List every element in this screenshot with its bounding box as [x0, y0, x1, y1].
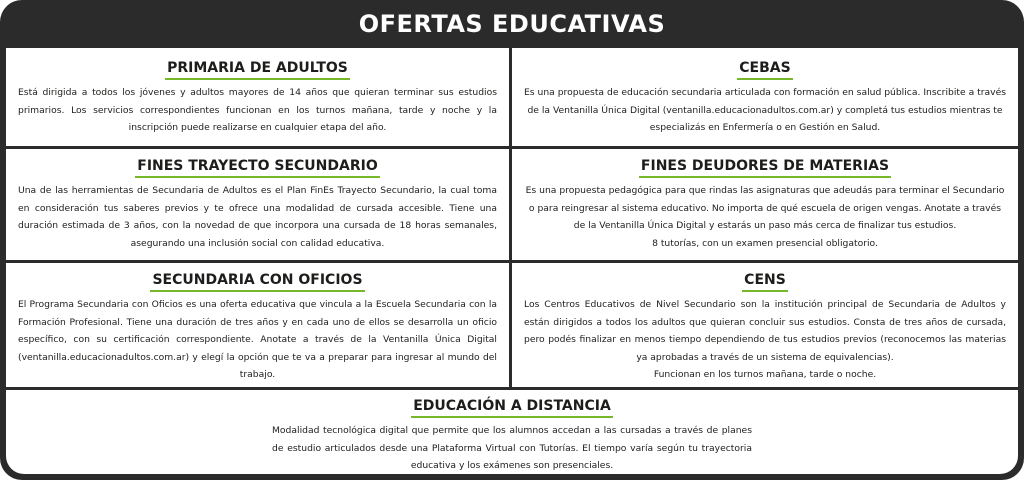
offer-title: EDUCACIÓN A DISTANCIA	[411, 398, 613, 418]
offer-secundaria-oficios	[6, 263, 509, 387]
offer-cens	[512, 263, 1018, 387]
header-banner	[0, 0, 1024, 48]
offer-description: Es una propuesta pedagógica para que rindas las asignaturas que adeudás para terminar el Secundario o para reingresar al sistema educativo. No importa de qué escuela de origen vengas. Anotate a través de la Ventanilla Única Digital y estarás un paso más cerca de finalizar tus estudios.	[525, 185, 1005, 231]
offer-title: PRIMARIA DE ADULTOS	[165, 60, 350, 80]
offer-description: Es una propuesta de educación secundaria articulada con formación en salud pública. Inscribite a través de la Ventanilla Única Digital (ventanilla.educacionadultos.com.ar) y completá tus estudios mientras te especializás en Enfermería o en Gestión en Salud.	[524, 87, 1007, 133]
offer-title: SECUNDARIA CON OFICIOS	[150, 272, 364, 292]
offer-description: Los Centros Educativos de Nivel Secundario son la institución principal de Secundaria de Adultos y están dirigidos a todos los adultos que quieran concluir sus estudios. Consta de tres años de cursada, pero podés finalizar en menos tiempo dependiendo de tus estudios previos (reconocemos las materias ya aprobadas a través de un sistema de equivalencias).	[524, 299, 1006, 363]
offer-description: Modalidad tecnológica digital que permite que los alumnos accedan a las cursadas a través de planes de estudio articulados desde una Plataforma Virtual con Tutorías. El tiempo varía según tu trayectoria educativa y los exámenes son presenciales.	[272, 425, 752, 471]
offer-primaria-adultos	[6, 48, 509, 146]
page-title: OFERTAS EDUCATIVAS	[358, 10, 666, 38]
offer-title: FINES TRAYECTO SECUNDARIO	[135, 158, 380, 178]
offer-note: 8 tutorías, con un examen presencial obligatorio.	[652, 237, 878, 249]
offer-title: CENS	[742, 272, 788, 292]
offers-grid	[6, 48, 1018, 474]
offer-description: El Programa Secundaria con Oficios es una oferta educativa que vincula a la Escuela Secundaria con la Formación Profesional. Tiene una duración de tres años y en cada uno de ellos se desarrolla un oficio específico, con su certificación correspondiente. Anotate a través de la Ventanilla Única Digital (ventanilla.educacionadultos.com.ar) y elegí la opción que te va a preparar para ingresar al mundo del trabajo.	[18, 299, 497, 380]
offer-description: Una de las herramientas de Secundaria de Adultos es el Plan FinEs Trayecto Secundario, la cual toma en consideración tus saberes previos y te ofrece una modalidad de cursada accesible. Tiene una duración estimada de 3 años, con la novedad de que incorpora una cursada de 18 horas semanales, asegurando una inclusión social con calidad educativa.	[18, 185, 497, 249]
offer-educacion-distancia	[6, 390, 1018, 474]
offer-title: FINES DEUDORES DE MATERIAS	[639, 158, 891, 178]
offer-fines-deudores	[512, 149, 1018, 260]
offer-note: Funcionan en los turnos mañana, tarde o noche.	[653, 369, 877, 380]
offer-cebas	[512, 48, 1018, 146]
offer-title: CEBAS	[737, 60, 792, 80]
offer-description: Está dirigida a todos los jóvenes y adultos mayores de 14 años que quieran terminar sus estudios primarios. Los servicios correspondientes funcionan en los turnos mañana, tarde y noche y la inscripción puede realizarse en cualquier etapa del año.	[18, 87, 497, 133]
offer-fines-trayecto	[6, 149, 509, 260]
